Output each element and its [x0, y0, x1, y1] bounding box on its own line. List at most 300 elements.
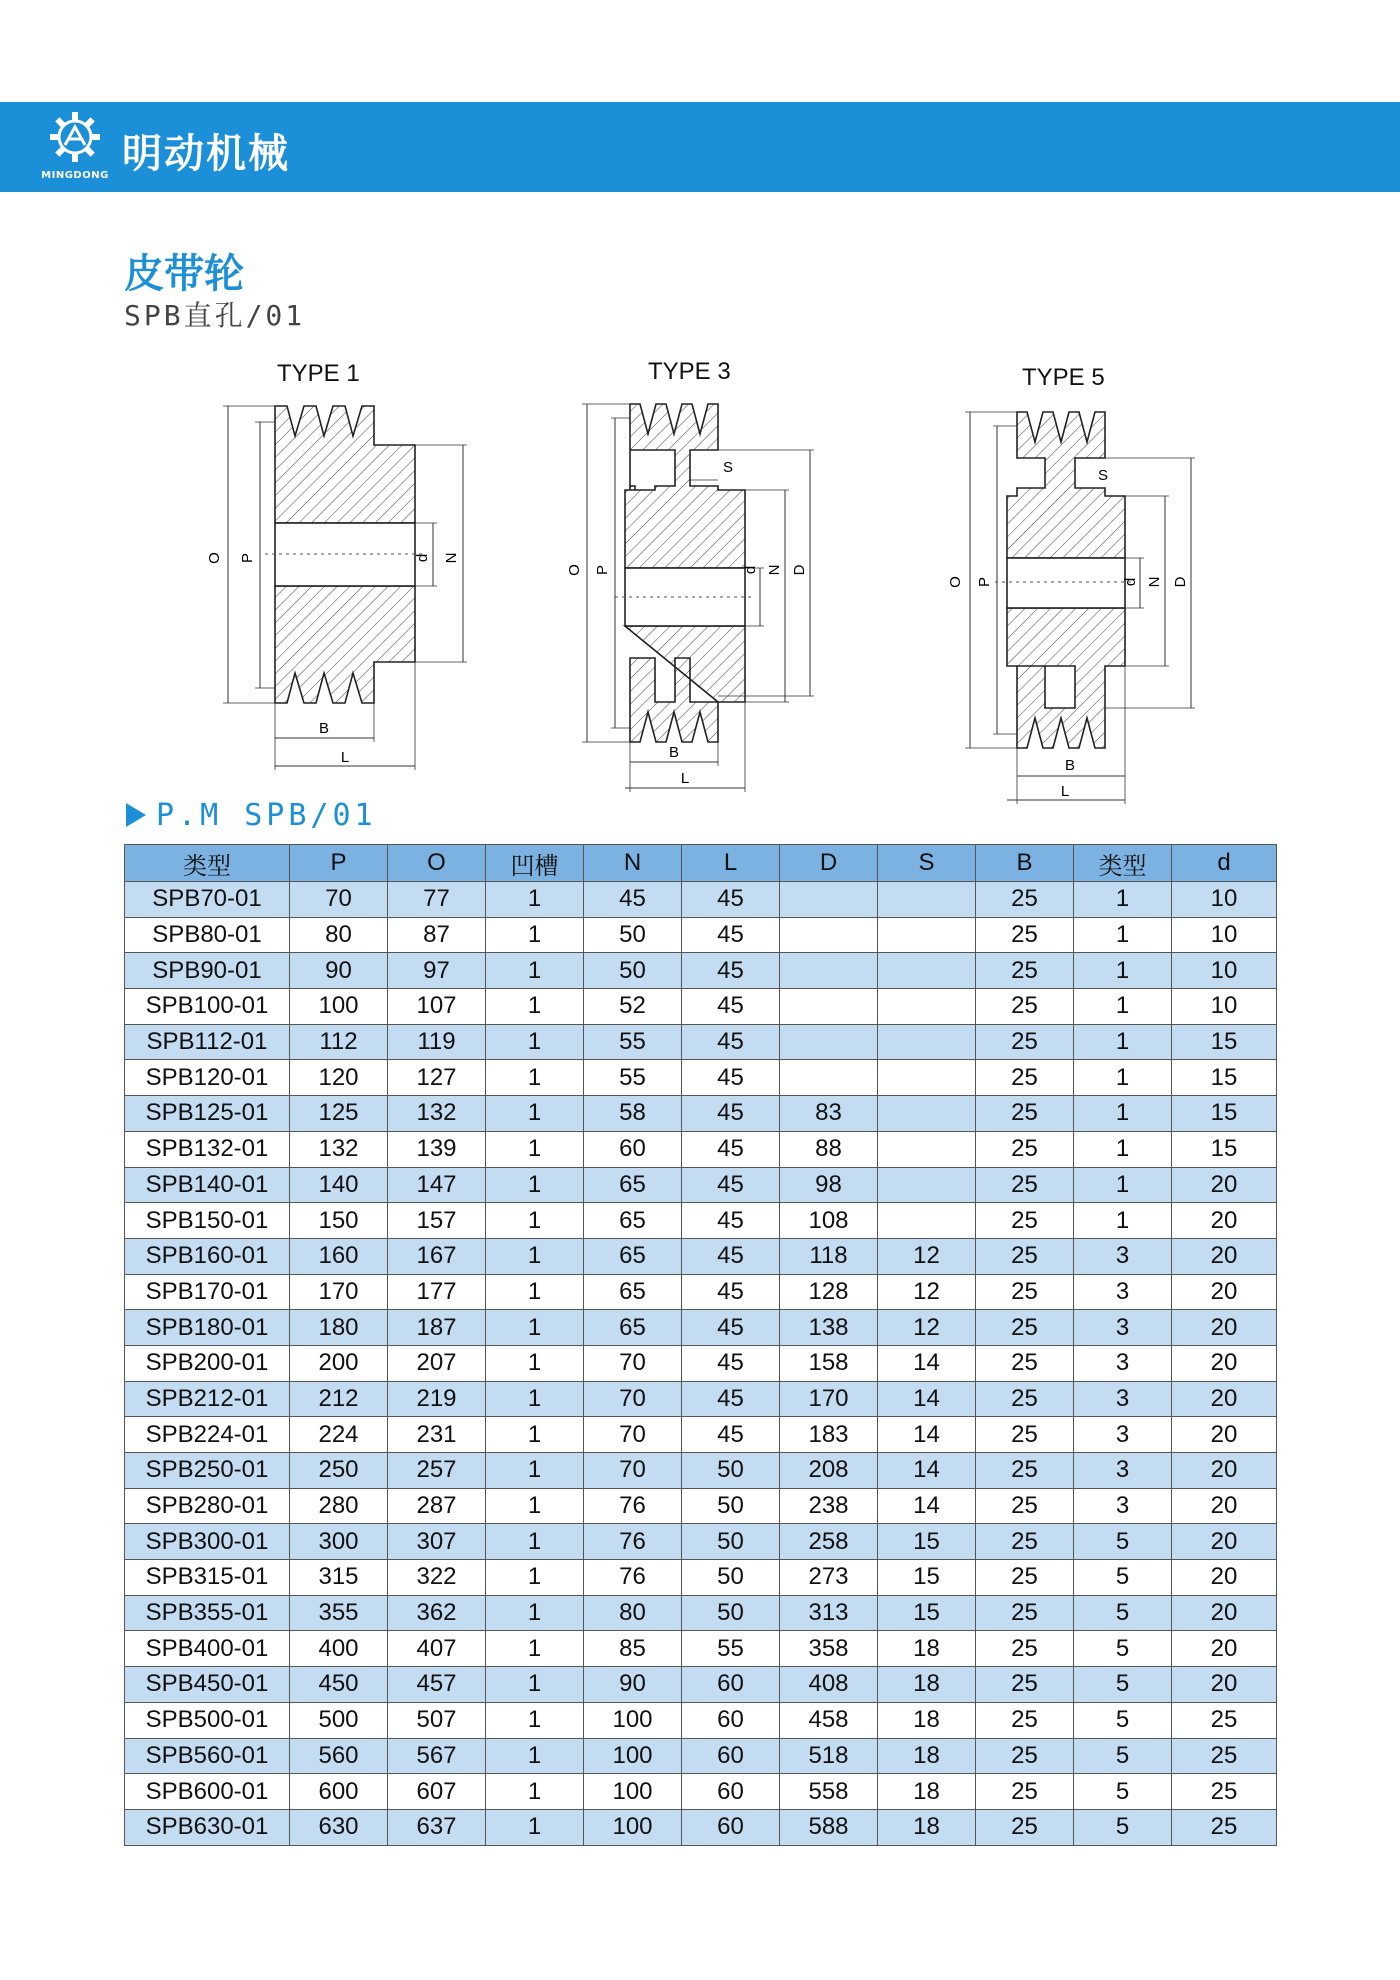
type5-diagram	[945, 408, 1215, 812]
dim-o-label: O	[206, 552, 223, 564]
table-cell: 25	[976, 1524, 1074, 1560]
table-cell: 15	[878, 1560, 976, 1596]
table-cell: 55	[584, 1060, 682, 1096]
table-cell	[878, 1167, 976, 1203]
table-cell: 1	[486, 1667, 584, 1703]
table-cell: 14	[878, 1453, 976, 1489]
table-cell: 60	[682, 1774, 780, 1810]
table-cell: 45	[682, 953, 780, 989]
table-cell: 20	[1172, 1345, 1277, 1381]
table-cell: 457	[388, 1667, 486, 1703]
column-header: 类型	[1074, 845, 1172, 882]
table-row	[125, 1560, 1277, 1596]
table-cell: 45	[682, 917, 780, 953]
table-cell: SPB200-01	[125, 1345, 290, 1381]
table-cell: SPB150-01	[125, 1203, 290, 1239]
table-cell: 20	[1172, 1310, 1277, 1346]
table-cell: 100	[584, 1774, 682, 1810]
table-cell: 1	[486, 1738, 584, 1774]
table-cell: 170	[290, 1274, 388, 1310]
table-cell: 45	[682, 882, 780, 918]
table-cell: 177	[388, 1274, 486, 1310]
dim-s-label: S	[723, 459, 734, 476]
table-cell: 52	[584, 989, 682, 1025]
table-cell: 15	[1172, 1131, 1277, 1167]
table-cell: 238	[780, 1488, 878, 1524]
table-cell: 273	[780, 1560, 878, 1596]
column-header: S	[878, 845, 976, 882]
table-cell: SPB160-01	[125, 1238, 290, 1274]
table-cell: 187	[388, 1310, 486, 1346]
table-cell: 287	[388, 1488, 486, 1524]
dim-n-label: N	[1146, 576, 1163, 588]
table-cell: 600	[290, 1774, 388, 1810]
table-row	[125, 1702, 1277, 1738]
table-cell: 1	[486, 917, 584, 953]
company-name: 明动机械	[122, 131, 290, 177]
table-cell: 50	[682, 1595, 780, 1631]
table-cell: 3	[1074, 1274, 1172, 1310]
table-cell: 408	[780, 1667, 878, 1703]
table-cell: 1	[486, 882, 584, 918]
table-cell: 15	[1172, 1096, 1277, 1132]
table-cell: 207	[388, 1345, 486, 1381]
table-cell: 25	[976, 1167, 1074, 1203]
table-cell: 3	[1074, 1488, 1172, 1524]
table-cell: 20	[1172, 1167, 1277, 1203]
table-cell: 25	[976, 1595, 1074, 1631]
dim-o-label: O	[947, 576, 964, 588]
table-cell: 45	[682, 1274, 780, 1310]
table-cell: 45	[682, 1167, 780, 1203]
table-cell: 100	[584, 1809, 682, 1845]
dim-d-outer-label: D	[791, 564, 808, 576]
table-cell: 65	[584, 1238, 682, 1274]
table-cell: 258	[780, 1524, 878, 1560]
table-cell: 25	[1172, 1738, 1277, 1774]
header-bar	[0, 102, 1400, 192]
page-subtitle: SPB直孔/01	[124, 299, 306, 332]
table-cell: 1	[1074, 1024, 1172, 1060]
table-cell: 20	[1172, 1524, 1277, 1560]
table-cell: 50	[682, 1453, 780, 1489]
table-cell: 50	[682, 1560, 780, 1596]
table-cell: SPB280-01	[125, 1488, 290, 1524]
table-cell	[878, 989, 976, 1025]
table-cell: 1	[486, 1488, 584, 1524]
table-cell: 83	[780, 1096, 878, 1132]
table-cell: 65	[584, 1167, 682, 1203]
table-cell: SPB224-01	[125, 1417, 290, 1453]
table-row	[125, 1809, 1277, 1845]
table-cell: 25	[1172, 1809, 1277, 1845]
table-cell	[780, 882, 878, 918]
table-cell: 60	[682, 1809, 780, 1845]
table-cell: SPB90-01	[125, 953, 290, 989]
table-cell: 3	[1074, 1381, 1172, 1417]
table-cell: 18	[878, 1702, 976, 1738]
table-cell: 224	[290, 1417, 388, 1453]
table-cell: 12	[878, 1274, 976, 1310]
table-cell: SPB80-01	[125, 917, 290, 953]
table-row	[125, 1024, 1277, 1060]
dim-b-label: B	[318, 720, 330, 737]
table-cell: 127	[388, 1060, 486, 1096]
table-cell: 167	[388, 1238, 486, 1274]
table-cell: 20	[1172, 1274, 1277, 1310]
table-cell: 160	[290, 1238, 388, 1274]
table-cell: 20	[1172, 1667, 1277, 1703]
table-cell: 50	[682, 1488, 780, 1524]
table-cell	[780, 1024, 878, 1060]
table-cell: 76	[584, 1488, 682, 1524]
table-cell: 313	[780, 1595, 878, 1631]
table-cell: SPB315-01	[125, 1560, 290, 1596]
table-cell: SPB212-01	[125, 1381, 290, 1417]
table-cell: 1	[1074, 917, 1172, 953]
table-cell: 1	[1074, 882, 1172, 918]
column-header: P	[290, 845, 388, 882]
table-cell: 180	[290, 1310, 388, 1346]
table-cell: 65	[584, 1274, 682, 1310]
table-cell: 5	[1074, 1631, 1172, 1667]
table-cell: 140	[290, 1167, 388, 1203]
table-cell: 212	[290, 1381, 388, 1417]
table-cell: 558	[780, 1774, 878, 1810]
table-cell: 45	[682, 1238, 780, 1274]
dim-n-label: N	[766, 564, 783, 576]
table-row	[125, 1238, 1277, 1274]
type1-label: TYPE 1	[277, 360, 360, 387]
table-cell: 3	[1074, 1453, 1172, 1489]
table-cell: 25	[976, 1345, 1074, 1381]
table-cell: 119	[388, 1024, 486, 1060]
table-body	[125, 882, 1277, 1846]
column-header: N	[584, 845, 682, 882]
column-header: d	[1172, 845, 1277, 882]
table-row	[125, 1167, 1277, 1203]
table-row	[125, 1131, 1277, 1167]
table-cell: 25	[1172, 1774, 1277, 1810]
table-cell: 567	[388, 1738, 486, 1774]
table-cell: SPB630-01	[125, 1809, 290, 1845]
table-cell: 500	[290, 1702, 388, 1738]
table-cell	[780, 1060, 878, 1096]
table-cell	[878, 953, 976, 989]
table-cell: 1	[486, 1203, 584, 1239]
table-cell: 60	[682, 1738, 780, 1774]
table-cell: 231	[388, 1417, 486, 1453]
type3-diagram	[565, 400, 835, 804]
table-header-row	[125, 845, 1277, 882]
table-cell: 18	[878, 1774, 976, 1810]
table-cell: 15	[1172, 1060, 1277, 1096]
table-row	[125, 1595, 1277, 1631]
table-cell: 70	[290, 882, 388, 918]
table-cell: 20	[1172, 1203, 1277, 1239]
table-cell: 70	[584, 1381, 682, 1417]
table-cell: 120	[290, 1060, 388, 1096]
dim-d-outer-label: D	[1172, 576, 1189, 588]
table-cell: 219	[388, 1381, 486, 1417]
table-cell: 107	[388, 989, 486, 1025]
table-cell: SPB100-01	[125, 989, 290, 1025]
table-cell: 70	[584, 1417, 682, 1453]
table-cell: 25	[976, 953, 1074, 989]
table-cell: 157	[388, 1203, 486, 1239]
table-cell	[878, 917, 976, 953]
type3-label: TYPE 3	[648, 358, 731, 385]
table-row	[125, 1310, 1277, 1346]
table-cell: 1	[486, 1060, 584, 1096]
table-cell: 98	[780, 1167, 878, 1203]
table-cell: 25	[976, 1203, 1074, 1239]
table-cell: 150	[290, 1203, 388, 1239]
table-cell: SPB140-01	[125, 1167, 290, 1203]
table-cell: SPB120-01	[125, 1060, 290, 1096]
table-row	[125, 1667, 1277, 1703]
table-row	[125, 1345, 1277, 1381]
table-cell: 25	[976, 1738, 1074, 1774]
table-cell: 1	[486, 1024, 584, 1060]
table-cell: 322	[388, 1560, 486, 1596]
table-cell: 1	[1074, 1203, 1172, 1239]
table-cell: 87	[388, 917, 486, 953]
table-row	[125, 953, 1277, 989]
spec-table	[124, 844, 1277, 1846]
table-cell: 70	[584, 1345, 682, 1381]
dim-l-label: L	[340, 749, 350, 766]
table-cell: 25	[976, 989, 1074, 1025]
table-cell: 5	[1074, 1524, 1172, 1560]
table-cell: 70	[584, 1453, 682, 1489]
table-cell: SPB560-01	[125, 1738, 290, 1774]
table-cell: SPB132-01	[125, 1131, 290, 1167]
table-cell: 20	[1172, 1560, 1277, 1596]
table-cell: 90	[584, 1667, 682, 1703]
table-cell: 362	[388, 1595, 486, 1631]
column-header: 凹槽	[486, 845, 584, 882]
table-cell: 14	[878, 1381, 976, 1417]
table-cell: 80	[584, 1595, 682, 1631]
table-cell: 1	[486, 1131, 584, 1167]
table-cell: 1	[486, 1595, 584, 1631]
table-cell: 128	[780, 1274, 878, 1310]
table-cell	[878, 882, 976, 918]
table-cell: 355	[290, 1595, 388, 1631]
table-cell: 132	[388, 1096, 486, 1132]
company-logo	[34, 110, 114, 186]
table-cell: 65	[584, 1203, 682, 1239]
table-cell: 250	[290, 1453, 388, 1489]
table-cell: SPB70-01	[125, 882, 290, 918]
gear-logo-icon	[48, 110, 102, 164]
table-cell: 1	[486, 1417, 584, 1453]
table-cell: 458	[780, 1702, 878, 1738]
dim-b-label: B	[668, 744, 680, 761]
table-cell: 60	[682, 1667, 780, 1703]
table-row	[125, 1488, 1277, 1524]
table-cell: 1	[486, 1381, 584, 1417]
page-title: 皮带轮	[124, 251, 244, 297]
type5-label: TYPE 5	[1022, 364, 1105, 391]
section-title: P.M SPB/01	[156, 798, 377, 833]
table-row	[125, 882, 1277, 918]
table-cell: 45	[682, 1381, 780, 1417]
table-cell: 76	[584, 1560, 682, 1596]
column-header: B	[976, 845, 1074, 882]
table-cell: 97	[388, 953, 486, 989]
table-cell: 10	[1172, 882, 1277, 918]
table-cell: 25	[976, 1310, 1074, 1346]
table-cell: 400	[290, 1631, 388, 1667]
table-cell: 25	[976, 1381, 1074, 1417]
table-cell: 147	[388, 1167, 486, 1203]
table-cell: 15	[878, 1595, 976, 1631]
table-cell: 85	[584, 1631, 682, 1667]
table-cell: 45	[682, 989, 780, 1025]
dim-d-label: d	[1122, 577, 1139, 587]
table-cell: 58	[584, 1096, 682, 1132]
table-cell: 45	[682, 1131, 780, 1167]
table-cell: 118	[780, 1238, 878, 1274]
table-cell: 12	[878, 1238, 976, 1274]
table-cell: 100	[290, 989, 388, 1025]
table-row	[125, 989, 1277, 1025]
table-cell: 518	[780, 1738, 878, 1774]
column-header: D	[780, 845, 878, 882]
table-cell: 125	[290, 1096, 388, 1132]
table-cell: 25	[976, 1274, 1074, 1310]
table-cell: 280	[290, 1488, 388, 1524]
table-cell: 1	[1074, 1096, 1172, 1132]
table-cell: 5	[1074, 1774, 1172, 1810]
table-cell: 607	[388, 1774, 486, 1810]
table-cell: 45	[682, 1310, 780, 1346]
table-cell: 1	[486, 953, 584, 989]
table-cell: 25	[976, 1667, 1074, 1703]
table-cell: 139	[388, 1131, 486, 1167]
table-cell	[878, 1203, 976, 1239]
table-cell: 18	[878, 1667, 976, 1703]
table-row	[125, 1274, 1277, 1310]
table-cell: 20	[1172, 1488, 1277, 1524]
table-cell: 45	[682, 1417, 780, 1453]
table-cell: 1	[486, 1274, 584, 1310]
table-cell: 1	[486, 1774, 584, 1810]
table-cell: 100	[584, 1702, 682, 1738]
table-cell: 10	[1172, 953, 1277, 989]
table-cell: 5	[1074, 1595, 1172, 1631]
table-cell: 25	[976, 1488, 1074, 1524]
table-cell: 12	[878, 1310, 976, 1346]
table-cell: 100	[584, 1738, 682, 1774]
table-cell: 15	[1172, 1024, 1277, 1060]
table-cell: 3	[1074, 1310, 1172, 1346]
table-cell: 18	[878, 1809, 976, 1845]
table-row	[125, 1381, 1277, 1417]
table-cell: 14	[878, 1488, 976, 1524]
table-cell	[780, 953, 878, 989]
table-cell: 3	[1074, 1345, 1172, 1381]
table-cell: 358	[780, 1631, 878, 1667]
table-cell: 1	[486, 1310, 584, 1346]
table-cell: 5	[1074, 1560, 1172, 1596]
table-cell: 25	[976, 1774, 1074, 1810]
table-cell: 1	[1074, 989, 1172, 1025]
table-cell: 630	[290, 1809, 388, 1845]
table-cell	[878, 1060, 976, 1096]
dim-d-label: d	[742, 565, 759, 575]
table-cell: 25	[976, 1131, 1074, 1167]
table-cell: 20	[1172, 1238, 1277, 1274]
table-cell: 108	[780, 1203, 878, 1239]
table-cell: 5	[1074, 1738, 1172, 1774]
table-cell: 138	[780, 1310, 878, 1346]
table-cell: 257	[388, 1453, 486, 1489]
table-cell: 25	[976, 1417, 1074, 1453]
table-cell: 158	[780, 1345, 878, 1381]
table-cell: 55	[584, 1024, 682, 1060]
dim-b-label: B	[1064, 757, 1076, 774]
table-cell: 15	[878, 1524, 976, 1560]
table-cell: 300	[290, 1524, 388, 1560]
table-cell: SPB500-01	[125, 1702, 290, 1738]
table-cell: 20	[1172, 1631, 1277, 1667]
table-cell: 1	[486, 1167, 584, 1203]
table-cell: 3	[1074, 1238, 1172, 1274]
table-cell: 25	[976, 1560, 1074, 1596]
table-cell: SPB600-01	[125, 1774, 290, 1810]
table-cell: 25	[976, 1096, 1074, 1132]
table-cell: 307	[388, 1524, 486, 1560]
table-cell: 1	[486, 1809, 584, 1845]
table-cell: 65	[584, 1310, 682, 1346]
table-cell: 88	[780, 1131, 878, 1167]
table-cell: 637	[388, 1809, 486, 1845]
dim-n-label: N	[443, 552, 460, 564]
table-cell: 407	[388, 1631, 486, 1667]
table-cell: SPB112-01	[125, 1024, 290, 1060]
table-cell: 1	[486, 1524, 584, 1560]
table-cell: 1	[1074, 953, 1172, 989]
dim-s-label: S	[1098, 467, 1109, 484]
table-cell: 10	[1172, 917, 1277, 953]
table-cell: 25	[976, 1238, 1074, 1274]
table-cell: 112	[290, 1024, 388, 1060]
table-row	[125, 1417, 1277, 1453]
table-cell: 588	[780, 1809, 878, 1845]
table-row	[125, 1774, 1277, 1810]
table-cell	[780, 989, 878, 1025]
table-cell: 45	[682, 1203, 780, 1239]
table-row	[125, 1738, 1277, 1774]
table-cell: 20	[1172, 1417, 1277, 1453]
table-cell: 132	[290, 1131, 388, 1167]
table-cell: 3	[1074, 1417, 1172, 1453]
table-cell: 25	[1172, 1702, 1277, 1738]
table-cell: 60	[584, 1131, 682, 1167]
dim-p-label: P	[976, 576, 993, 588]
table-cell	[878, 1096, 976, 1132]
table-row	[125, 1453, 1277, 1489]
table-cell: 507	[388, 1702, 486, 1738]
table-cell: 10	[1172, 989, 1277, 1025]
table-cell: 90	[290, 953, 388, 989]
table-cell: 25	[976, 1024, 1074, 1060]
column-header: 类型	[125, 845, 290, 882]
table-row	[125, 1096, 1277, 1132]
